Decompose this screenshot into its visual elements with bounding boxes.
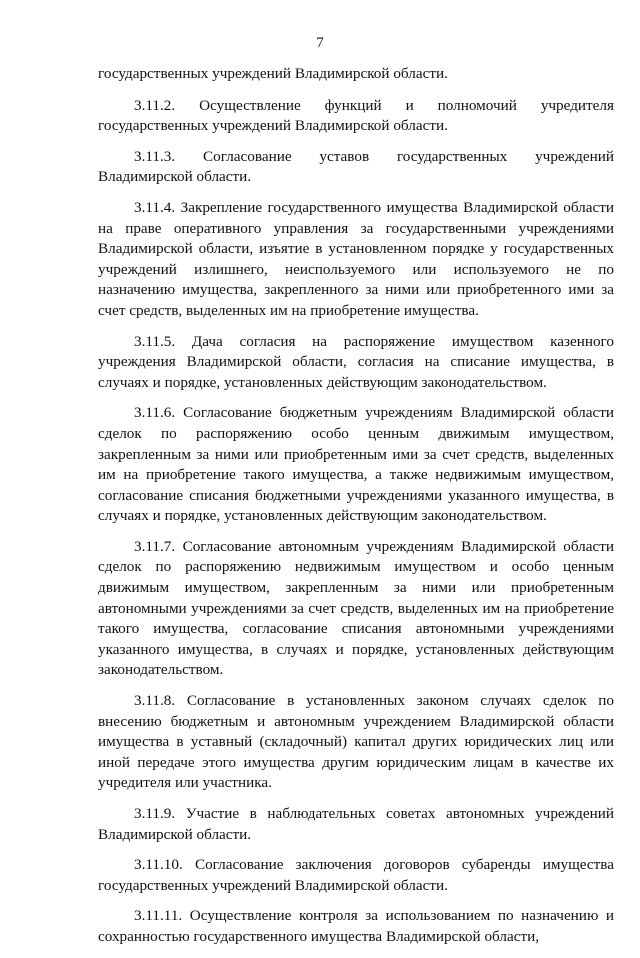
paragraph-3-11-3: 3.11.3. Согласование уставов государственных учреждений Владимирской области. xyxy=(98,147,614,186)
paragraph-3-11-4: 3.11.4. Закрепление государственного имущества Владимирской области на праве оперативного управления за государственными учреждениями Владимирской области, изъятие в установленном порядке у государственных учреждений излишнего, неиспользуемого или используемого не по назначению имущества, закрепленного за ними или приобретенного ими за счет средств, выделенных им на приобретение имущества. xyxy=(98,198,614,319)
paragraph-3-11-7: 3.11.7. Согласование автономным учреждениям Владимирской области сделок по распоряжению недвижимым имуществом и особо ценным движимым имуществом, закрепленным за ними или приобретенным автономными учреждениями за счет средств, выделенных им на приобретение такого имущества, согласование списания автономными учреждениями указанного имущества, в случаях и порядке, установленных действующим законодательством. xyxy=(98,537,614,679)
paragraph-3-11-10: 3.11.10. Согласование заключения договоров субаренды имущества государственных учреждений Владимирской области. xyxy=(98,856,614,894)
paragraph-3-11-11: 3.11.11. Осуществление контроля за использованием по назначению и сохранностью государственного имущества Владимирской области, xyxy=(98,907,614,945)
document-body xyxy=(98,64,614,958)
paragraph-3-11-9: 3.11.9. Участие в наблюдательных советах автономных учреждений Владимирской области. xyxy=(98,805,614,843)
page-number: 7 xyxy=(316,35,324,51)
paragraph-3-11-6: 3.11.6. Согласование бюджетным учреждениям Владимирской области сделок по распоряжению особо ценным движимым имуществом, закрепленным за ними или приобретенным ими за счет средств, выделенных им на приобретение такого имущества, а также недвижимым имуществом, согласование списания бюджетными учреждениями указанного имущества, в случаях и порядке, установленных действующим законодательством. xyxy=(98,404,614,525)
paragraph-3-11-8: 3.11.8. Согласование в установленных законом случаях сделок по внесению бюджетным и автономным учреждением Владимирской области имущества в уставный (складочный) капитал других юридических лиц или иной передаче этого имущества другим юридическим лицам в качестве их учредителя или участника. xyxy=(98,692,614,792)
paragraph-3-11-2: 3.11.2. Осуществление функций и полномочий учредителя государственных учреждений Владимирской области. xyxy=(98,96,614,135)
paragraph-continuation: государственных учреждений Владимирской области. xyxy=(98,65,448,82)
paragraph-3-11-5: 3.11.5. Дача согласия на распоряжение имуществом казенного учреждения Владимирской области, согласия на списание имущества, в случаях и порядке, установленных действующим законодательством. xyxy=(98,332,614,391)
